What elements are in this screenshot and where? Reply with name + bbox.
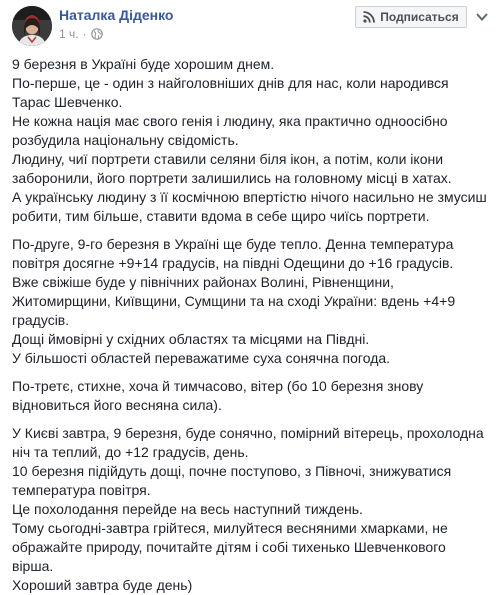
post-text-line: У більшості областей переважатиме суха сонячна погода. xyxy=(12,350,391,366)
post-paragraph xyxy=(12,377,490,415)
post-meta xyxy=(59,27,103,41)
post-text-line: Тарас Шевченко. xyxy=(12,94,123,110)
post-text-line: відновиться його весняна сила). xyxy=(12,397,222,413)
post-text-line: Дощі ймовірні у східних областях та місцями на Півдні. xyxy=(12,331,370,347)
post-text-line: А українську людину з її космічною впертістю нічого насильно не змусиш xyxy=(12,189,487,205)
post-text-line: Житомирщини, Київщини, Сумщини та на сході України: вдень +4+9 xyxy=(12,293,456,309)
post-text-line: розбудила національну свідомість. xyxy=(12,132,239,148)
post-text-line: Хороший завтра буде день) xyxy=(12,577,193,593)
avatar-image xyxy=(12,6,52,46)
post-text-line: робити, тим більше, ставити вдома в себе щиро чиїсь портрети. xyxy=(12,208,430,224)
rss-icon xyxy=(363,11,375,23)
avatar[interactable] xyxy=(12,6,52,46)
post-text-line: заборонили, його портрети залишились на головному місці в хатах. xyxy=(12,170,452,186)
post-text-line: Це похолодання перейде на весь наступний тиждень. xyxy=(12,501,363,517)
post-text-line: 9 березня в Україні буде хорошим днем. xyxy=(12,56,275,72)
post-timestamp[interactable]: 1 ч. xyxy=(59,27,79,41)
post-paragraph xyxy=(12,424,490,595)
post-text-line: градусів. xyxy=(12,312,70,328)
post-text-line: Тому сьогодні-завтра грійтеся, милуйтеся весняними хмарками, не xyxy=(12,520,448,536)
chevron-down-icon[interactable] xyxy=(474,10,490,24)
post-text-line: Не кожна нація має свого генія і людину, яка практично одноосібно xyxy=(12,113,448,129)
post-text-line: ображайте природу, почитайте дітям і собі тихенько Шевченкового xyxy=(12,539,446,555)
post-text-line: ніч та теплий, до +12 градусів, день. xyxy=(12,444,249,460)
post-text-line: Людину, чиї портрети ставили селяни біля ікон, а потім, коли ікони xyxy=(12,151,444,167)
subscribe-label: Подписаться xyxy=(380,10,459,24)
post-text-line: вірша. xyxy=(12,558,54,574)
post-text-line: По-перше, це - один з найголовніших днів для нас, коли народився xyxy=(12,75,449,91)
post-text-line: По-друге, 9-го березня в Україні ще буде тепло. Денна температура xyxy=(12,236,454,252)
post-text-line: 10 березня підійдуть дощі, почне поступово, з Півночі, знижуватися xyxy=(12,463,452,479)
subscribe-button[interactable] xyxy=(355,6,467,28)
globe-icon[interactable] xyxy=(91,28,103,40)
post-text-line: По-третє, стихне, хоча й тимчасово, вітер (бо 10 березня знову xyxy=(12,378,424,394)
post-text-line: Вже свіжіше буде у північних районах Волині, Рівненщини, xyxy=(12,274,394,290)
post-text-line: У Києві завтра, 9 березня, буде сонячно, помірний вітерець, прохолодна xyxy=(12,425,484,441)
author-name[interactable]: Наталка Діденко xyxy=(59,7,174,23)
post-paragraph xyxy=(12,55,490,226)
post-text-line: температура повітря. xyxy=(12,482,151,498)
meta-separator: · xyxy=(82,27,87,41)
post-paragraph xyxy=(12,235,490,368)
post-text xyxy=(12,55,490,595)
post-text-line: повітря досягне +9+14 градусів, на півдні Одещини до +16 градусів. xyxy=(12,255,454,271)
